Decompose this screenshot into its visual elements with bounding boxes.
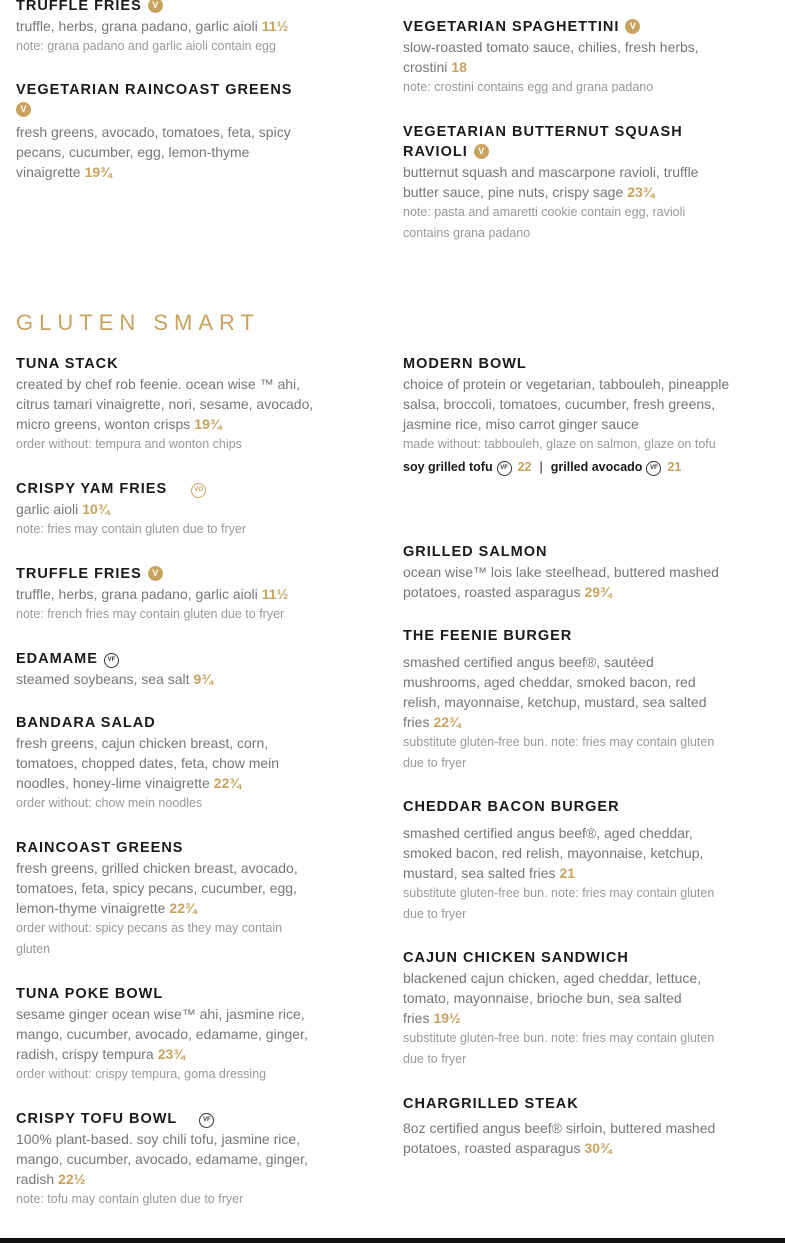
item-description: smashed certified angus beef®, sautéed mushrooms, aged cheddar, smoked bacon, red relish, mayonnaise, ketchup, mustard, sea salted fries 22¾ [403,654,707,730]
item-description: fresh greens, grilled chicken breast, avocado, tomatoes, feta, spicy pecans, cucumber, egg, lemon-thyme vinaigrette 22¾ [16,860,298,916]
item-description: 100% plant-based. soy chili tofu, jasmine rice, mango, cucumber, avocado, edamame, ginger, radish 22½ [16,1131,308,1187]
menu-item-vegetarian-butternut-squash-ravioli [403,122,723,244]
item-price: 23¾ [627,184,655,200]
item-description: blackened cajun chicken, aged cheddar, lettuce, tomato, mayonnaise, brioche bun, sea salted fries 19½ [403,970,702,1026]
item-title: CHEDDAR BACON BURGER [403,799,620,815]
item-note: note: french fries may contain gluten due to fryer [16,607,285,621]
menu-item-crispy-yam-fries [16,479,336,540]
vegetarian-icon: V [625,19,640,34]
item-price: 19¾ [84,164,112,180]
item-price: 18 [451,59,467,75]
item-note: substitute gluten-free bun. note: fries may contain gluten due to fryer [403,1031,715,1066]
item-description: butternut squash and mascarpone ravioli, truffle butter sauce, pine nuts, crispy sage 23¾ [403,164,699,200]
menu-item-bandara-salad [16,713,306,814]
item-description: truffle, herbs, grana padano, garlic aioli 11½ [16,18,289,34]
addon-avocado-label: grilled avocado [550,460,643,474]
addon-separator: | [539,460,543,474]
item-note: order without: tempura and wonton chips [16,437,242,451]
menu-item-tuna-poke-bowl [16,984,326,1085]
item-description: steamed soybeans, sea salt 9¾ [16,671,214,687]
item-note: note: tofu may contain gluten due to fryer [16,1192,244,1206]
item-description: fresh greens, cajun chicken breast, corn, tomatoes, chopped dates, feta, chow mein noodles, honey-lime vinaigrette 22¾ [16,735,280,791]
item-note: order without: chow mein noodles [16,796,203,810]
item-title: GRILLED SALMON [403,544,548,560]
item-title: CRISPY YAM FRIES VO [16,479,336,499]
menu-item-truffle-fries-top [16,0,336,57]
item-price: 22½ [58,1171,86,1187]
item-title: EDAMAME VF [16,649,336,669]
item-note: substitute gluten-free bun. note: fries may contain gluten due to fryer [403,886,715,921]
vegetarian-icon: V [148,0,163,13]
vegan-friendly-icon: VF [199,1113,214,1128]
item-title: TRUFFLE FRIES V [16,564,336,584]
item-description: sesame ginger ocean wise™ ahi, jasmine rice, mango, cucumber, avocado, edamame, ginger, radish, crispy tempura 23¾ [16,1006,308,1062]
menu-item-chargrilled-steak [403,1094,743,1158]
item-title: CHARGRILLED STEAK [403,1096,579,1112]
item-description: truffle, herbs, grana padano, garlic aioli 11½ [16,586,289,602]
item-description: smashed certified angus beef®, aged cheddar, smoked bacon, red relish, mayonnaise, ketchup, mustard, sea salted fries 21 [403,825,704,881]
item-title: VEGETARIAN SPAGHETTINI V [403,17,723,37]
section-title-gluten-smart: GLUTEN SMART [16,310,260,335]
item-description: ocean wise™ lois lake steelhead, buttered mashed potatoes, roasted asparagus 29¾ [403,564,719,600]
item-note: note: fries may contain gluten due to fryer [16,522,246,536]
item-title: TRUFFLE FRIES V [16,0,336,16]
menu-item-cheddar-bacon-burger [403,797,723,925]
item-price: 11½ [261,586,289,602]
item-title: VEGETARIAN RAINCOAST GREENS V [16,80,326,120]
item-note: note: crostini contains egg and grana padano [403,80,654,94]
item-note: made without: tabbouleh, glaze on salmon, glaze on tofu [403,437,716,451]
menu-item-tuna-stack [16,354,336,455]
item-title: TUNA POKE BOWL [16,986,164,1002]
item-description: fresh greens, avocado, tomatoes, feta, spicy pecans, cucumber, egg, lemon-thyme vinaigrette 19¾ [16,124,291,180]
item-price: 9¾ [193,671,214,687]
item-price: 21 [559,865,576,881]
item-description: garlic aioli 10¾ [16,501,110,517]
item-price: 30¾ [584,1140,612,1156]
item-price: 23¾ [157,1046,185,1062]
vegan-friendly-icon: VF [497,461,512,476]
item-price: 22¾ [213,775,242,791]
item-title: MODERN BOWL [403,356,527,372]
menu-item-cajun-chicken-sandwich [403,948,723,1070]
menu-item-truffle-fries [16,564,336,625]
item-title: RAINCOAST GREENS [16,840,184,856]
menu-item-feenie-burger [403,626,723,774]
item-price: 22¾ [433,714,461,730]
item-title: CRISPY TOFU BOWL VF [16,1109,326,1129]
item-note: substitute gluten-free bun. note: fries may contain gluten due to fryer [403,735,715,770]
addon-tofu-price: 22 [517,460,532,474]
item-price: 10¾ [82,501,110,517]
item-note: order without: crispy tempura, goma dressing [16,1067,267,1081]
item-note: note: pasta and amaretti cookie contain egg, ravioli contains grana padano [403,205,686,240]
item-title: THE FEENIE BURGER [403,628,573,644]
menu-item-vegetarian-raincoast-greens [16,80,326,182]
bottom-border [0,1238,785,1243]
item-title: VEGETARIAN BUTTERNUT SQUASH RAVIOLI V [403,124,683,160]
item-note: note: grana padano and garlic aioli contain egg [16,39,276,53]
vegan-friendly-icon: VF [104,653,119,668]
item-price: 19½ [433,1010,461,1026]
item-title: TUNA STACK [16,356,119,372]
vegetarian-icon: V [16,102,31,117]
menu-item-grilled-salmon [403,542,733,602]
item-description: created by chef rob feenie. ocean wise ™ ahi, citrus tamari vinaigrette, nori, sesame, avocado, micro greens, wonton crisps 19¾ [16,376,314,432]
item-description: choice of protein or vegetarian, tabbouleh, pineapple salsa, broccoli, tomatoes, cucumber, fresh greens, jasmine rice, miso carrot ginger sauce [403,376,730,432]
vegetarian-icon: V [148,566,163,581]
menu-item-edamame [16,649,336,689]
modern-bowl-addons [403,457,733,477]
item-price: 22¾ [169,900,197,916]
menu-item-crispy-tofu-bowl [16,1109,326,1210]
addon-avocado-price: 21 [667,460,682,474]
item-title: BANDARA SALAD [16,715,156,731]
item-description: 8oz certified angus beef® sirloin, buttered mashed potatoes, roasted asparagus 30¾ [403,1120,716,1156]
menu-item-raincoast-greens [16,838,316,960]
item-price: 19¾ [194,416,222,432]
item-price: 29¾ [584,584,612,600]
vegan-friendly-icon: VF [646,461,661,476]
item-title: CAJUN CHICKEN SANDWICH [403,950,629,966]
vegan-option-icon: VO [191,483,206,498]
vegetarian-icon: V [474,144,489,159]
item-description: slow-roasted tomato sauce, chilies, fresh herbs, crostini 18 [403,39,699,75]
menu-item-modern-bowl [403,354,733,477]
menu-item-vegetarian-spaghettini [403,17,723,98]
item-price: 11½ [261,18,289,34]
addon-tofu-label: soy grilled tofu [403,460,493,474]
item-note: order without: spicy pecans as they may contain gluten [16,921,283,956]
